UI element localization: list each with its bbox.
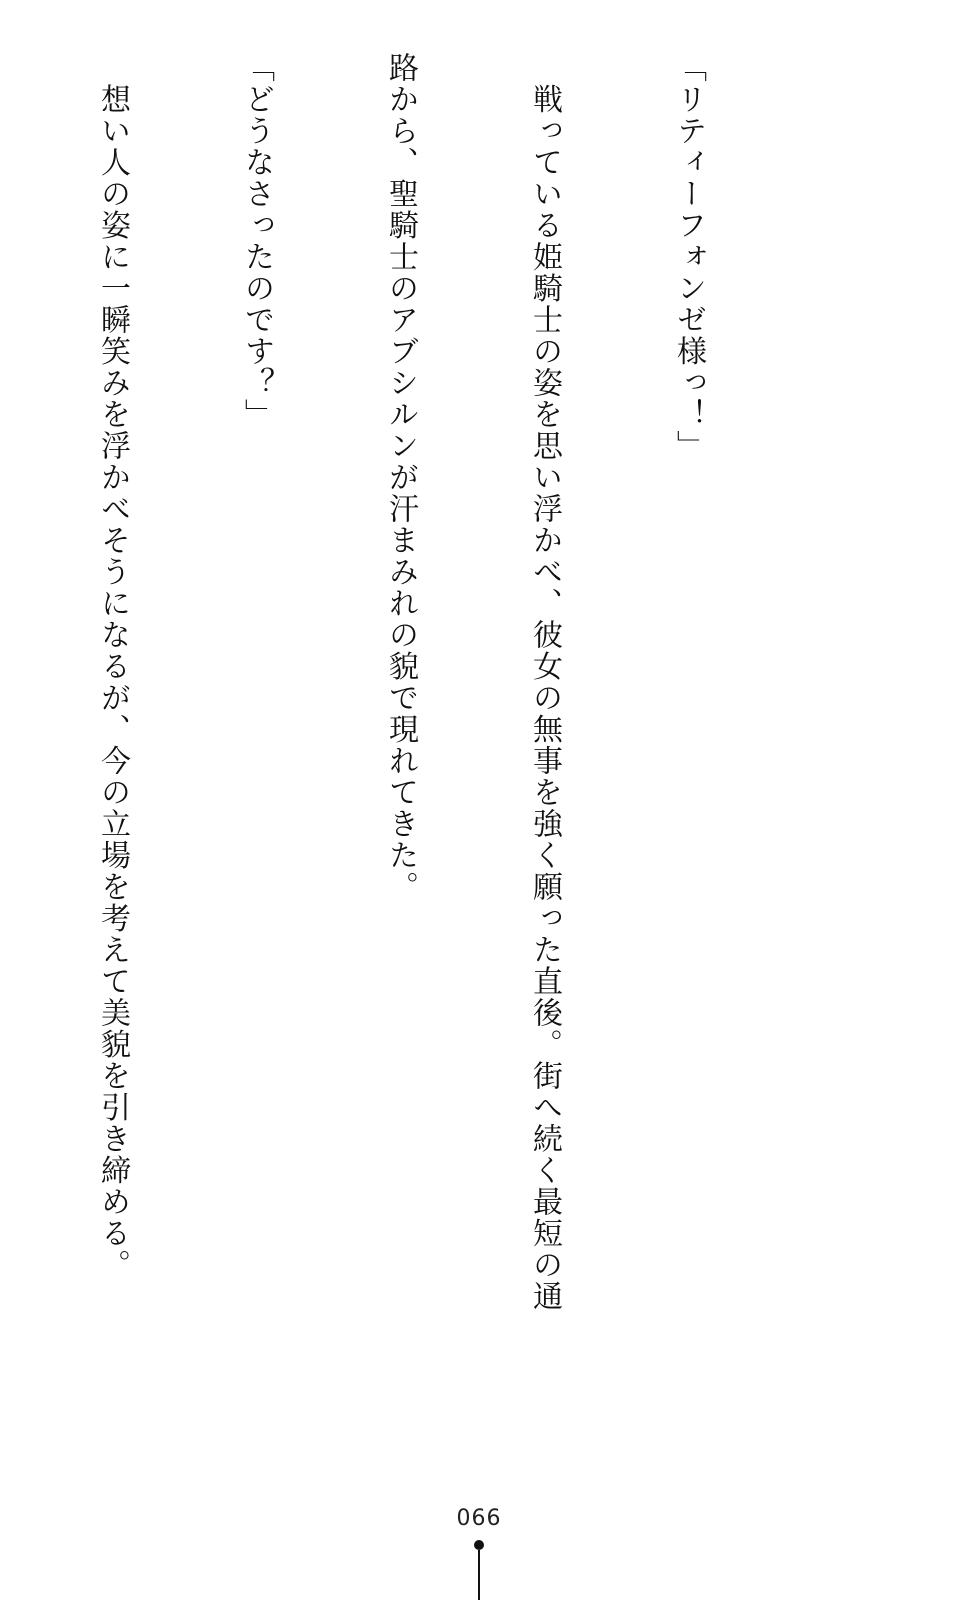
text-line: 「どうなさったのです？」 — [239, 52, 274, 430]
text-line: 想い人の姿に一瞬笑みを浮かべそうになるが、今の立場を考えて美貌を引き締める。 — [95, 52, 130, 1281]
text-line: 路から、聖騎士のアブシルンが汗まみれの貌で現れてきた。 — [383, 52, 418, 903]
marker-line — [478, 1550, 480, 1600]
text-line: 戦っている姫騎士の姿を思い浮かべ、彼女の無事を強く願った直後。街へ続く最短の通 — [527, 52, 562, 1312]
page-marker-icon — [474, 1540, 484, 1600]
text-line: 「リティーフォンゼ様っ！」 — [671, 52, 706, 462]
vertical-text-body — [0, 52, 808, 1312]
page-number: 066 — [456, 1506, 502, 1531]
marker-dot — [474, 1540, 484, 1550]
